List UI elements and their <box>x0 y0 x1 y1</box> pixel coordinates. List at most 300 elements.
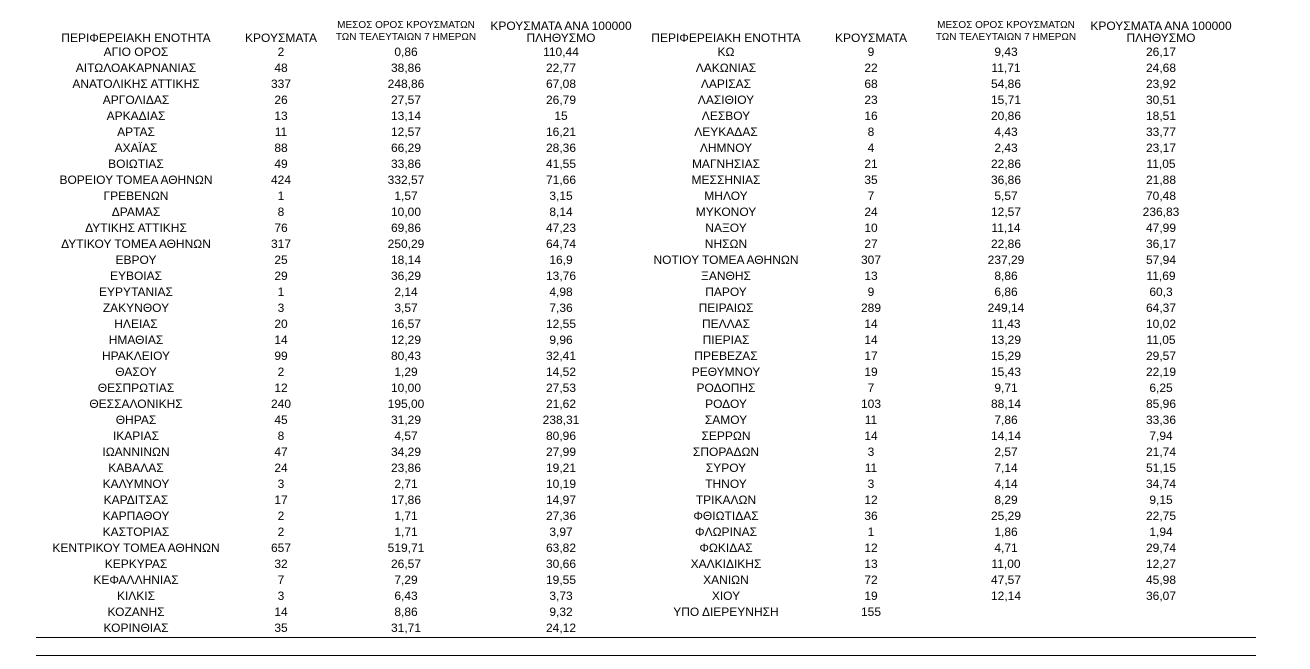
cases-per-100k-cell: 14,97 <box>545 493 577 507</box>
table-row <box>36 588 636 604</box>
region-cell: ΖΑΚΥΝΘΟΥ <box>102 301 170 315</box>
region-cell: ΘΕΣΠΡΩΤΙΑΣ <box>97 381 175 395</box>
table-row <box>36 156 636 172</box>
cases-per-100k-cell: 71,66 <box>545 173 577 187</box>
region-cell: ΜΕΣΣΗΝΙΑΣ <box>691 173 761 187</box>
region-cell: ΚΟΖΑΝΗΣ <box>107 605 165 619</box>
seven-day-average-cell: 1,71 <box>394 509 418 523</box>
region-cell: ΙΚΑΡΙΑΣ <box>112 429 160 443</box>
cases-cell: 2 <box>277 365 285 379</box>
seven-day-average-cell: 9,43 <box>994 45 1018 59</box>
seven-day-average-cell: 8,86 <box>994 269 1018 283</box>
cases-cell: 19 <box>864 589 878 603</box>
region-cell: ΠΡΕΒΕΖΑΣ <box>694 349 758 363</box>
region-cell: ΠΑΡΟΥ <box>705 285 747 299</box>
region-cell: ΦΛΩΡΙΝΑΣ <box>695 525 757 539</box>
table-body-left <box>36 44 636 636</box>
table-row <box>636 236 1236 252</box>
cases-cell: 21 <box>864 157 878 171</box>
header-cases-per-100k <box>486 14 636 44</box>
cases-cell: 1 <box>277 285 285 299</box>
region-cell: ΚΑΡΠΑΘΟΥ <box>102 509 170 523</box>
table-row <box>636 60 1236 76</box>
cases-cell: 24 <box>274 461 288 475</box>
region-cell: ΞΑΝΘΗΣ <box>701 269 751 283</box>
cases-per-100k-cell: 22,19 <box>1145 365 1177 379</box>
seven-day-average-cell: 54,86 <box>990 77 1022 91</box>
region-cell: ΣΠΟΡΑΔΩΝ <box>692 445 760 459</box>
region-cell: ΘΗΡΑΣ <box>115 413 157 427</box>
cases-per-100k-cell: 33,36 <box>1145 413 1177 427</box>
cases-cell: 1 <box>867 525 875 539</box>
cases-per-100k-cell: 8,14 <box>549 205 573 219</box>
cases-per-100k-cell: 236,83 <box>1142 205 1180 219</box>
table-row <box>636 156 1236 172</box>
region-cell: ΝΟΤΙΟΥ ΤΟΜΕΑ ΑΘΗΝΩΝ <box>653 253 799 267</box>
cases-cell: 3 <box>867 477 875 491</box>
cases-cell: 45 <box>274 413 288 427</box>
cases-cell: 9 <box>867 285 875 299</box>
table-row <box>36 572 636 588</box>
region-cell: ΚΕΝΤΡΙΚΟΥ ΤΟΜΕΑ ΑΘΗΝΩΝ <box>52 541 220 555</box>
table-row <box>636 444 1236 460</box>
region-cell: ΔΥΤΙΚΟΥ ΤΟΜΕΑ ΑΘΗΝΩΝ <box>61 237 211 251</box>
seven-day-average-cell: 4,57 <box>394 429 418 443</box>
cases-per-100k-cell: 21,88 <box>1145 173 1177 187</box>
seven-day-average-cell: 66,29 <box>390 141 422 155</box>
cases-cell: 307 <box>860 253 882 267</box>
cases-per-100k-cell: 26,79 <box>545 93 577 107</box>
table-row <box>36 396 636 412</box>
table-row <box>36 108 636 124</box>
header-7day-average-line2: ΤΩΝ ΤΕΛΕΥΤΑΙΩΝ 7 ΗΜΕΡΩΝ <box>335 32 477 43</box>
table-row <box>36 348 636 364</box>
table-row <box>636 412 1236 428</box>
cases-per-100k-cell: 11,05 <box>1146 333 1176 347</box>
table-row <box>636 124 1236 140</box>
seven-day-average-cell: 15,29 <box>990 349 1022 363</box>
seven-day-average-cell: 22,86 <box>990 157 1022 171</box>
table-row <box>36 412 636 428</box>
cases-cell: 12 <box>274 381 288 395</box>
seven-day-average-cell: 36,86 <box>990 173 1022 187</box>
table-row <box>36 140 636 156</box>
cases-cell: 68 <box>864 77 878 91</box>
table-row <box>636 252 1236 268</box>
region-cell: ΥΠΟ ΔΙΕΡΕΥΝΗΣΗ <box>673 605 779 619</box>
region-cell: ΜΗΛΟΥ <box>704 189 748 203</box>
cases-per-100k-cell: 3,73 <box>549 589 573 603</box>
cases-per-100k-cell: 23,17 <box>1145 141 1177 155</box>
table-row <box>36 44 636 60</box>
table-row <box>36 332 636 348</box>
seven-day-average-cell: 6,86 <box>994 285 1018 299</box>
cases-cell: 2 <box>277 525 285 539</box>
seven-day-average-cell: 3,57 <box>394 301 418 315</box>
cases-table-left <box>36 14 636 636</box>
region-cell: ΕΥΒΟΙΑΣ <box>109 269 163 283</box>
region-cell: ΘΕΣΣΑΛΟΝΙΚΗΣ <box>89 397 183 411</box>
table-row <box>636 172 1236 188</box>
table-row <box>36 316 636 332</box>
table-row <box>636 396 1236 412</box>
table-row <box>36 204 636 220</box>
region-cell: ΤΡΙΚΑΛΩΝ <box>695 493 757 507</box>
region-cell: ΡΟΔΟΥ <box>705 397 747 411</box>
table-row <box>36 476 636 492</box>
cases-per-100k-cell: 19,21 <box>545 461 577 475</box>
table-row <box>36 220 636 236</box>
cases-cell: 19 <box>864 365 878 379</box>
seven-day-average-cell: 69,86 <box>390 221 422 235</box>
region-cell: ΙΩΑΝΝΙΝΩΝ <box>102 445 170 459</box>
cases-per-100k-cell: 10,19 <box>545 477 577 491</box>
cases-cell: 289 <box>860 301 882 315</box>
region-cell: ΑΙΤΩΛΟΑΚΑΡΝΑΝΙΑΣ <box>75 61 197 75</box>
page-bottom-rule <box>36 655 1256 656</box>
region-cell: ΛΑΣΙΘΙΟΥ <box>697 93 755 107</box>
cases-per-100k-cell: 64,74 <box>545 237 577 251</box>
seven-day-average-cell: 11,14 <box>991 221 1021 235</box>
table-row <box>36 92 636 108</box>
header-7day-average-line1: ΜΕΣΟΣ ΟΡΟΣ ΚΡΟΥΣΜΑΤΩΝ <box>937 20 1075 31</box>
region-cell: ΕΒΡΟΥ <box>115 253 157 267</box>
cases-per-100k-cell: 24,68 <box>1145 61 1177 75</box>
region-cell: ΚΕΡΚΥΡΑΣ <box>104 557 168 571</box>
table-row <box>636 76 1236 92</box>
cases-per-100k-cell: 9,15 <box>1149 493 1173 507</box>
seven-day-average-cell: 7,14 <box>994 461 1018 475</box>
table-row <box>636 188 1236 204</box>
seven-day-average-cell: 1,71 <box>394 525 418 539</box>
seven-day-average-cell: 38,86 <box>390 61 422 75</box>
cases-per-100k-cell: 16,21 <box>545 125 577 139</box>
cases-cell: 4 <box>867 141 875 155</box>
cases-per-100k-cell: 16,9 <box>549 253 573 267</box>
header-cases-per-100k-line1: ΚΡΟΥΣΜΑΤΑ ΑΝΑ 100000 <box>1090 19 1232 33</box>
region-cell: ΧΑΛΚΙΔΙΚΗΣ <box>690 557 762 571</box>
region-cell: ΒΟΙΩΤΙΑΣ <box>108 157 164 171</box>
cases-cell: 16 <box>864 109 878 123</box>
seven-day-average-cell: 23,86 <box>390 461 422 475</box>
header-row <box>36 14 636 44</box>
table-body-right <box>636 44 1236 620</box>
region-cell: ΚΩ <box>717 45 735 59</box>
table-row <box>636 428 1236 444</box>
cases-per-100k-cell: 15 <box>554 109 568 123</box>
table-row <box>636 140 1236 156</box>
table-row <box>36 380 636 396</box>
seven-day-average-cell: 237,29 <box>987 253 1025 267</box>
cases-per-100k-cell: 41,55 <box>545 157 577 171</box>
cases-cell: 25 <box>274 253 288 267</box>
region-cell: ΠΕΛΛΑΣ <box>701 317 751 331</box>
seven-day-average-cell: 332,57 <box>387 173 425 187</box>
region-cell: ΗΜΑΘΙΑΣ <box>108 333 164 347</box>
seven-day-average-cell: 8,86 <box>394 605 418 619</box>
cases-per-100k-cell: 238,31 <box>542 413 580 427</box>
region-cell: ΑΡΓΟΛΙΔΑΣ <box>102 93 170 107</box>
seven-day-average-cell: 250,29 <box>387 237 425 251</box>
table-row <box>36 172 636 188</box>
table-row <box>636 604 1236 620</box>
table-row <box>636 348 1236 364</box>
seven-day-average-cell: 4,71 <box>994 541 1018 555</box>
cases-per-100k-cell <box>1086 604 1236 620</box>
cases-per-100k-cell: 9,32 <box>549 605 573 619</box>
cases-cell: 27 <box>864 237 878 251</box>
cases-cell: 17 <box>864 349 878 363</box>
cases-per-100k-cell: 110,44 <box>543 45 579 59</box>
cases-cell: 2 <box>277 45 285 59</box>
region-cell: ΚΙΛΚΙΣ <box>116 589 156 603</box>
header-cases-per-100k-line1: ΚΡΟΥΣΜΑΤΑ ΑΝΑ 100000 <box>490 19 632 33</box>
cases-cell: 20 <box>274 317 288 331</box>
seven-day-average-cell: 1,29 <box>394 365 418 379</box>
cases-per-100k-cell: 85,96 <box>1145 397 1177 411</box>
cases-cell: 35 <box>864 173 878 187</box>
region-cell: ΛΗΜΝΟΥ <box>699 141 753 155</box>
cases-per-100k-cell: 64,37 <box>1145 301 1177 315</box>
seven-day-average-cell: 12,29 <box>390 333 422 347</box>
table-row <box>636 508 1236 524</box>
table-row <box>36 428 636 444</box>
table-row <box>636 572 1236 588</box>
table-row <box>636 380 1236 396</box>
cases-cell: 103 <box>860 397 882 411</box>
region-cell: ΒΟΡΕΙΟΥ ΤΟΜΕΑ ΑΘΗΝΩΝ <box>59 173 213 187</box>
seven-day-average-cell: 18,14 <box>390 253 422 267</box>
seven-day-average-cell: 11,00 <box>991 557 1021 571</box>
cases-cell: 22 <box>864 61 878 75</box>
cases-cell: 26 <box>274 93 288 107</box>
seven-day-average-cell: 11,71 <box>991 61 1021 75</box>
cases-per-100k-cell: 28,36 <box>545 141 577 155</box>
header-region: ΠΕΡΙΦΕΡΕΙΑΚΗ ΕΝΟΤΗΤΑ <box>651 31 801 44</box>
region-cell: ΤΗΝΟΥ <box>705 477 747 491</box>
cases-cell: 3 <box>277 589 285 603</box>
cases-cell: 3 <box>277 477 285 491</box>
table-row <box>636 540 1236 556</box>
seven-day-average-cell: 1,86 <box>994 525 1018 539</box>
cases-per-100k-cell: 21,74 <box>1145 445 1177 459</box>
region-cell: ΚΑΡΔΙΤΣΑΣ <box>103 493 169 507</box>
cases-per-100k-cell: 27,53 <box>545 381 577 395</box>
cases-cell: 424 <box>270 173 292 187</box>
cases-cell: 7 <box>277 573 285 587</box>
seven-day-average-cell: 249,14 <box>987 301 1025 315</box>
cases-per-100k-cell: 57,94 <box>1145 253 1177 267</box>
seven-day-average-cell: 0,86 <box>394 45 418 59</box>
region-cell: ΘΑΣΟΥ <box>115 365 157 379</box>
seven-day-average-cell: 6,43 <box>394 589 418 603</box>
header-cases: ΚΡΟΥΣΜΑΤΑ <box>245 31 317 44</box>
region-cell: ΔΡΑΜΑΣ <box>111 205 161 219</box>
cases-per-100k-cell: 34,74 <box>1145 477 1177 491</box>
seven-day-average-cell: 88,14 <box>990 397 1022 411</box>
region-cell: ΚΑΛΥΜΝΟΥ <box>102 477 170 491</box>
cases-per-100k-cell: 13,76 <box>545 269 577 283</box>
region-cell: ΑΡΚΑΔΙΑΣ <box>106 109 166 123</box>
region-cell: ΦΘΙΩΤΙΔΑΣ <box>693 509 759 523</box>
cases-per-100k-cell: 11,69 <box>1146 269 1176 283</box>
cases-per-100k-cell: 27,99 <box>545 445 577 459</box>
table-row <box>36 620 636 636</box>
table-row <box>636 284 1236 300</box>
seven-day-average-cell: 16,57 <box>390 317 422 331</box>
table-row <box>36 268 636 284</box>
seven-day-average-cell: 27,57 <box>390 93 422 107</box>
cases-cell: 72 <box>864 573 878 587</box>
region-cell: ΝΑΞΟΥ <box>705 221 747 235</box>
table-row <box>636 588 1236 604</box>
cases-per-100k-cell: 3,97 <box>549 525 573 539</box>
region-cell: ΡΟΔΟΠΗΣ <box>696 381 756 395</box>
cases-cell: 7 <box>867 189 875 203</box>
seven-day-average-cell: 34,29 <box>390 445 422 459</box>
table-row <box>636 316 1236 332</box>
cases-cell: 317 <box>270 237 292 251</box>
cases-cell: 12 <box>864 541 878 555</box>
cases-per-100k-cell: 1,94 <box>1149 525 1173 539</box>
cases-per-100k-cell: 4,98 <box>549 285 573 299</box>
cases-cell: 99 <box>274 349 288 363</box>
cases-per-100k-cell: 12,55 <box>545 317 577 331</box>
cases-cell: 14 <box>864 317 878 331</box>
table-row <box>36 124 636 140</box>
cases-per-100k-cell: 6,25 <box>1149 381 1173 395</box>
cases-cell: 35 <box>274 621 288 635</box>
table-row <box>36 76 636 92</box>
cases-cell: 657 <box>270 541 292 555</box>
table-row <box>36 188 636 204</box>
cases-per-100k-cell: 47,23 <box>545 221 577 235</box>
cases-per-100k-cell: 9,96 <box>549 333 573 347</box>
region-cell: ΡΕΘΥΜΝΟΥ <box>691 365 761 379</box>
region-cell: ΛΕΥΚΑΔΑΣ <box>694 125 758 139</box>
cases-per-100k-cell: 30,66 <box>545 557 577 571</box>
table-row <box>636 268 1236 284</box>
cases-per-100k-cell: 27,36 <box>545 509 577 523</box>
cases-per-100k-cell: 21,62 <box>545 397 577 411</box>
seven-day-average-cell: 15,43 <box>990 365 1022 379</box>
cases-per-100k-cell: 29,74 <box>1145 541 1177 555</box>
seven-day-average-cell: 7,29 <box>394 573 418 587</box>
table-row <box>636 300 1236 316</box>
cases-cell: 12 <box>864 493 878 507</box>
cases-cell: 8 <box>867 125 875 139</box>
header-cases-per-100k-line2: ΠΛΗΘΥΣΜΟ <box>1126 31 1196 44</box>
cases-cell: 14 <box>274 333 288 347</box>
region-cell: ΣΥΡΟΥ <box>705 461 747 475</box>
region-cell: ΦΩΚΙΔΑΣ <box>699 541 753 555</box>
region-cell: ΑΡΤΑΣ <box>117 125 155 139</box>
cases-cell: 11 <box>864 413 878 427</box>
cases-cell: 13 <box>274 109 288 123</box>
seven-day-average-cell: 4,14 <box>994 477 1018 491</box>
header-cases: ΚΡΟΥΣΜΑΤΑ <box>835 31 907 44</box>
cases-per-100k-cell: 23,92 <box>1145 77 1177 91</box>
region-cell: ΛΕΣΒΟΥ <box>701 109 751 123</box>
cases-cell: 1 <box>277 189 285 203</box>
header-7day-average <box>926 14 1086 44</box>
cases-per-100k-cell: 80,96 <box>545 429 577 443</box>
table-row <box>636 220 1236 236</box>
region-cell: ΣΕΡΡΩΝ <box>701 429 751 443</box>
header-7day-average-line2: ΤΩΝ ΤΕΛΕΥΤΑΙΩΝ 7 ΗΜΕΡΩΝ <box>935 32 1077 43</box>
region-cell: ΕΥΡΥΤΑΝΙΑΣ <box>99 285 173 299</box>
region-cell: ΔΥΤΙΚΗΣ ΑΤΤΙΚΗΣ <box>85 221 187 235</box>
cases-cell: 337 <box>270 77 292 91</box>
table-row <box>636 524 1236 540</box>
table-row <box>36 492 636 508</box>
cases-cell: 13 <box>864 557 878 571</box>
cases-per-100k-cell: 30,51 <box>1145 93 1177 107</box>
cases-cell: 10 <box>864 221 878 235</box>
seven-day-average-cell: 2,43 <box>994 141 1018 155</box>
table-row <box>636 460 1236 476</box>
seven-day-average-cell: 11,43 <box>991 317 1021 331</box>
region-cell: ΣΑΜΟΥ <box>704 413 748 427</box>
seven-day-average-cell: 20,86 <box>990 109 1022 123</box>
seven-day-average-cell: 80,43 <box>390 349 422 363</box>
table-row <box>36 524 636 540</box>
cases-cell: 7 <box>867 381 875 395</box>
cases-cell: 49 <box>274 157 288 171</box>
cases-cell: 8 <box>277 205 285 219</box>
cases-per-100k-cell: 29,57 <box>1145 349 1177 363</box>
cases-per-100k-cell: 22,75 <box>1145 509 1177 523</box>
seven-day-average-cell: 1,57 <box>394 189 418 203</box>
table-row <box>36 236 636 252</box>
cases-per-100k-cell: 51,15 <box>1145 461 1177 475</box>
region-cell: ΜΑΓΝΗΣΙΑΣ <box>691 157 761 171</box>
cases-per-100k-cell: 7,94 <box>1149 429 1173 443</box>
table-row <box>36 604 636 620</box>
cases-cell: 11 <box>274 125 288 139</box>
cases-per-100k-cell: 33,77 <box>1145 125 1177 139</box>
table-row <box>636 92 1236 108</box>
header-cases-per-100k-line2: ΠΛΗΘΥΣΜΟ <box>526 31 596 44</box>
cases-per-100k-cell: 26,17 <box>1145 45 1177 59</box>
table-row <box>36 60 636 76</box>
cases-per-100k-cell: 3,15 <box>549 189 573 203</box>
cases-per-100k-cell: 36,17 <box>1145 237 1177 251</box>
seven-day-average-cell <box>926 604 1086 620</box>
region-cell: ΗΡΑΚΛΕΙΟΥ <box>101 349 171 363</box>
cases-cell: 36 <box>864 509 878 523</box>
seven-day-average-cell: 33,86 <box>390 157 422 171</box>
header-row <box>636 14 1236 44</box>
cases-cell: 14 <box>864 333 878 347</box>
seven-day-average-cell: 13,14 <box>390 109 422 123</box>
cases-per-100k-cell: 67,08 <box>545 77 577 91</box>
seven-day-average-cell: 519,71 <box>387 541 425 555</box>
seven-day-average-cell: 17,86 <box>390 493 422 507</box>
seven-day-average-cell: 2,71 <box>394 477 418 491</box>
seven-day-average-cell: 31,29 <box>390 413 422 427</box>
region-cell: ΑΝΑΤΟΛΙΚΗΣ ΑΤΤΙΚΗΣ <box>72 77 200 91</box>
cases-cell: 14 <box>274 605 288 619</box>
seven-day-average-cell: 47,57 <box>990 573 1022 587</box>
region-cell: ΝΗΣΩΝ <box>704 237 748 251</box>
table-row <box>636 492 1236 508</box>
table-row <box>36 540 636 556</box>
cases-cell: 23 <box>864 93 878 107</box>
seven-day-average-cell: 12,14 <box>990 589 1022 603</box>
header-7day-average-line1: ΜΕΣΟΣ ΟΡΟΣ ΚΡΟΥΣΜΑΤΩΝ <box>337 20 475 31</box>
region-cell: ΓΡΕΒΕΝΩΝ <box>103 189 169 203</box>
